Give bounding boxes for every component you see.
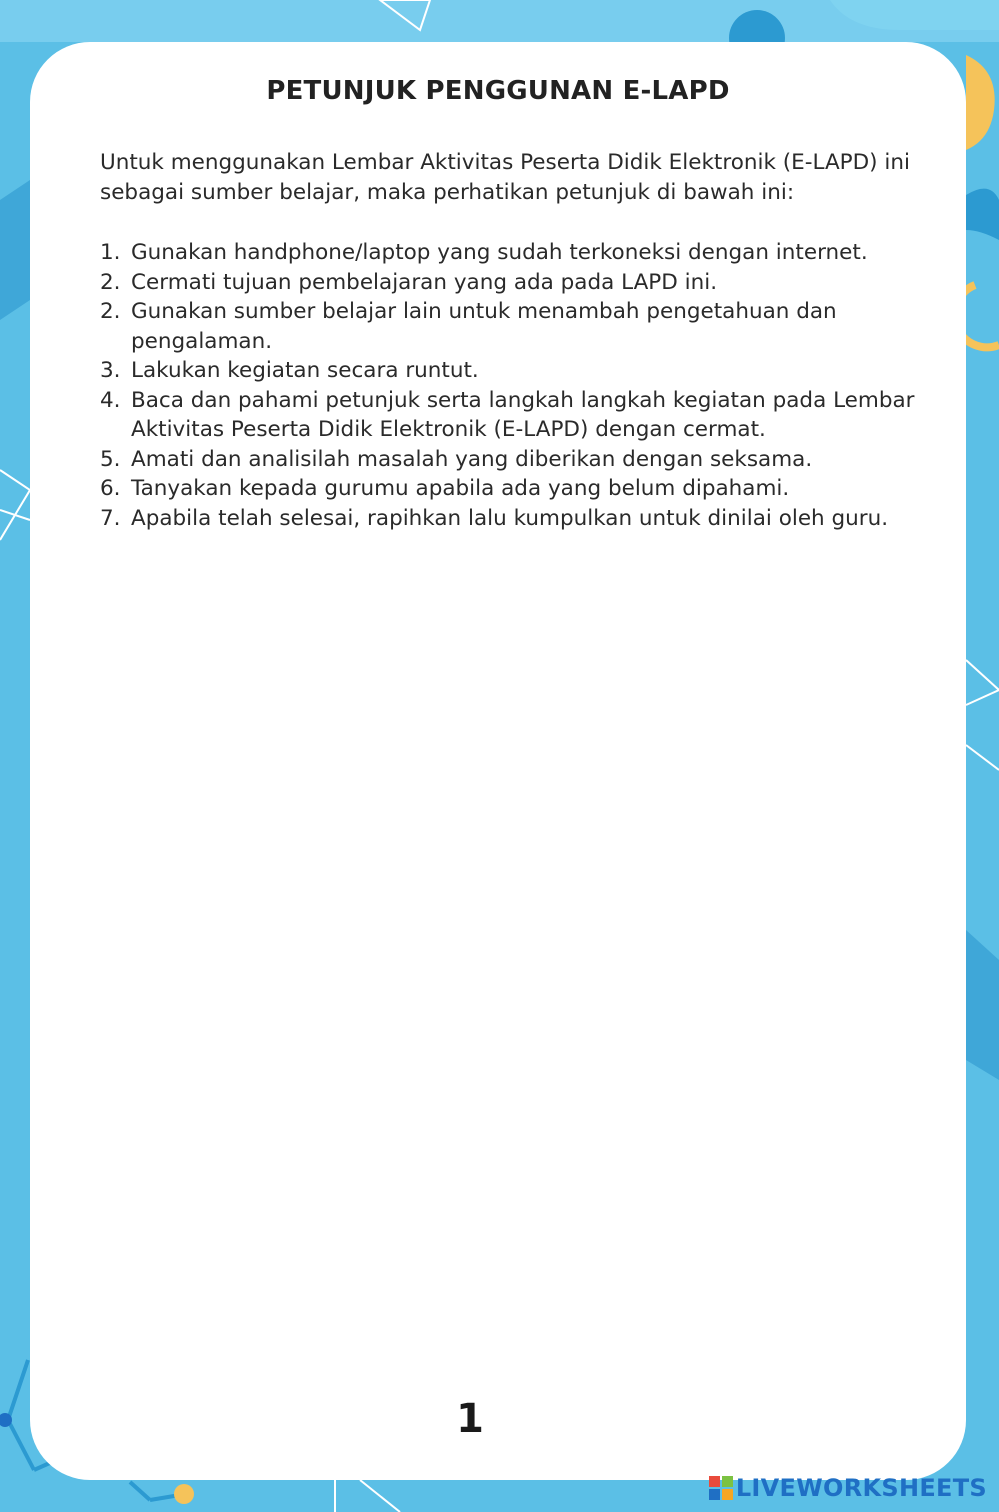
list-item-text: Gunakan handphone/laptop yang sudah terkoneksi dengan internet.	[131, 240, 868, 265]
liveworksheets-logo-icon	[708, 1475, 734, 1501]
list-item	[100, 297, 930, 356]
list-item-text: Amati dan analisilah masalah yang diberikan dengan seksama.	[131, 446, 813, 472]
list-item-text: Lakukan kegiatan secara runtut.	[131, 358, 479, 383]
watermark-text: LIVEWORKSHEETS	[735, 1474, 987, 1502]
list-item	[100, 386, 930, 445]
list-item-text: Gunakan sumber belajar lain untuk menambah pengetahuan dan pengalaman.	[131, 299, 837, 354]
list-item-text: Tanyakan kepada gurumu apabila ada yang belum dipahami.	[131, 476, 790, 501]
list-item-number: 2.	[100, 299, 121, 324]
list-item-text: Cermati tujuan pembelajaran yang ada pada LAPD ini.	[131, 269, 718, 295]
liveworksheets-watermark	[708, 1471, 987, 1505]
list-item	[100, 268, 930, 298]
list-item-number: 1.	[100, 240, 121, 265]
list-item-number: 3.	[100, 358, 121, 383]
intro-paragraph: Untuk menggunakan Lembar Aktivitas Peserta Didik Elektronik (E-LAPD) ini sebagai sumber belajar, maka perhatikan petunjuk di bawah ini:	[100, 150, 910, 205]
list-item	[100, 356, 930, 386]
list-item-number: 7.	[100, 505, 121, 531]
instruction-list	[100, 238, 930, 533]
list-item-text: Apabila telah selesai, rapihkan lalu kumpulkan untuk dinilai oleh guru.	[131, 505, 889, 531]
list-item-number: 2.	[100, 269, 121, 295]
list-item-number: 4.	[100, 387, 121, 413]
list-item	[100, 238, 930, 268]
list-item-number: 6.	[100, 476, 121, 501]
list-item	[100, 445, 930, 475]
list-item-text: Baca dan pahami petunjuk serta langkah langkah kegiatan pada Lembar Aktivitas Peserta Didik Elektronik (E-LAPD) dengan cermat.	[131, 387, 915, 442]
list-item	[100, 474, 930, 504]
page-title: PETUNJUK PENGGUNAN E-LAPD	[266, 76, 730, 106]
list-item-number: 5.	[100, 446, 121, 472]
list-item	[100, 504, 930, 534]
page-number: 1	[456, 1396, 484, 1442]
